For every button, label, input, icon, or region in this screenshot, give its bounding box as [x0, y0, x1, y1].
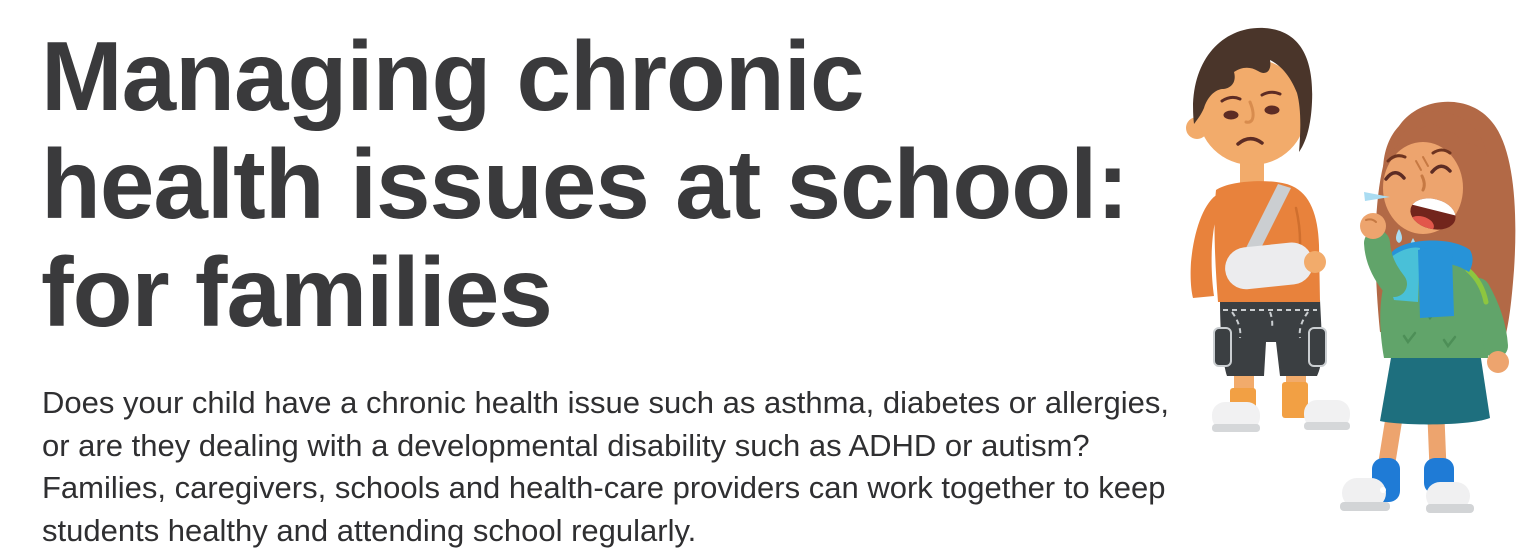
intro-paragraph: Does your child have a chronic health issue such as asthma, diabetes or allergies, or are they dealing with a developmental disability such as ADHD or autism? Families, caregivers, schools and health-care providers can work together to keep students healthy and attending school regularly.	[42, 385, 1169, 548]
scarf-tail	[1418, 248, 1454, 318]
girl-shoe-right-sole	[1426, 504, 1474, 513]
boy-shoe-right-sole	[1304, 422, 1350, 430]
boy-cargo-shorts	[1220, 300, 1322, 376]
girl-sneezing-figure	[1340, 102, 1515, 513]
page-title	[41, 22, 1128, 346]
girl-shoe-left-lace	[1380, 487, 1386, 493]
girl-hand-right	[1487, 351, 1509, 373]
page-title-line-1: Managing chronic	[41, 21, 864, 131]
girl-fist	[1360, 213, 1386, 239]
shorts-pocket-left	[1214, 328, 1231, 366]
page-title-line-3: for families	[41, 237, 552, 347]
girl-shoe-left-sole	[1340, 502, 1390, 511]
page-title-line-2: health issues at school:	[41, 129, 1128, 239]
shorts-pocket-right	[1309, 328, 1326, 366]
boy-with-arm-sling-figure	[1186, 28, 1350, 432]
boy-hand	[1304, 251, 1326, 273]
boy-eye-left	[1224, 111, 1239, 120]
sick-children-illustration	[1180, 0, 1536, 560]
boy-eye-right	[1265, 106, 1280, 115]
boy-shoe-left-sole	[1212, 424, 1260, 432]
girl-skirt	[1380, 352, 1490, 424]
